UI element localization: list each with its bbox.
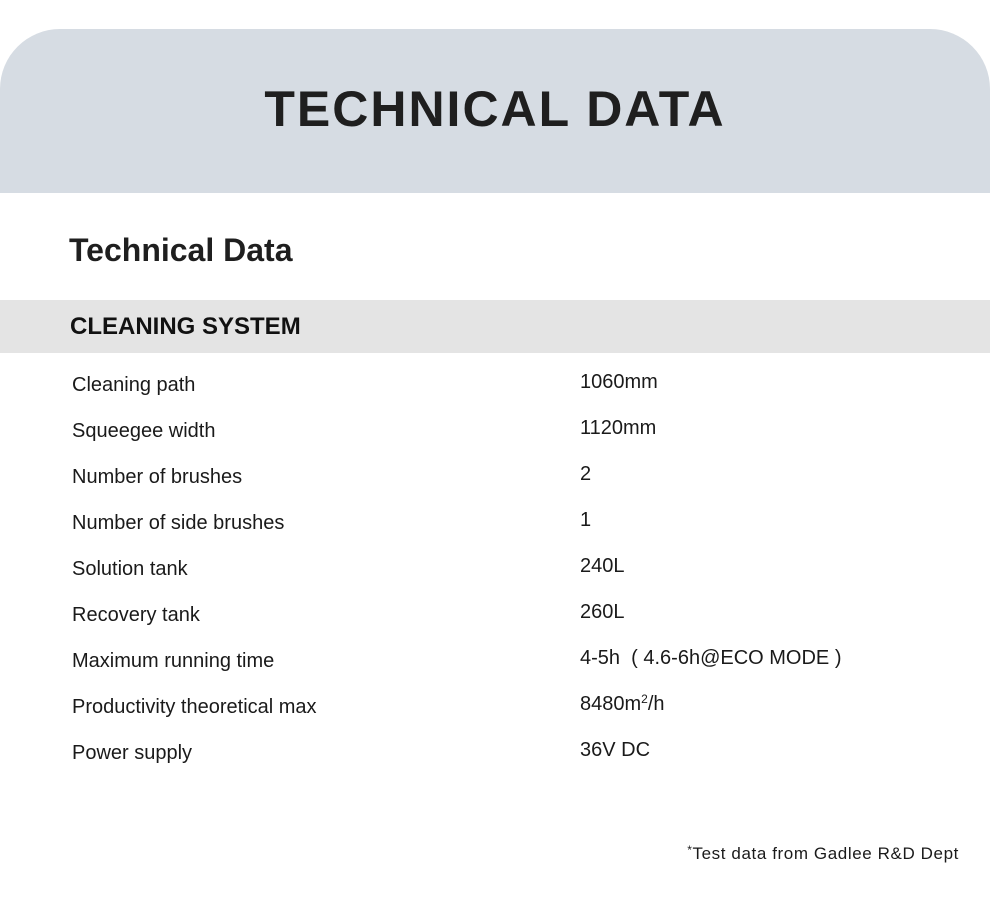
spec-value: 1 <box>580 509 592 531</box>
spec-label: Power supply <box>72 742 193 764</box>
footnote <box>687 843 959 864</box>
banner-title: TECHNICAL DATA <box>264 81 726 137</box>
spec-value: 1120mm <box>580 417 657 439</box>
spec-row-productivity <box>0 684 990 730</box>
category-bar <box>0 300 990 353</box>
spec-value-main: 8480m <box>580 693 642 715</box>
spec-label: Cleaning path <box>72 374 196 396</box>
header-banner <box>0 29 990 193</box>
spec-label: Number of side brushes <box>72 512 285 534</box>
spec-row-number-of-brushes <box>0 454 990 500</box>
spec-row-recovery-tank <box>0 592 990 638</box>
spec-row-power-supply <box>0 730 990 776</box>
spec-value-superscript: 2 <box>641 692 648 706</box>
spec-value-tail: /h <box>647 693 665 715</box>
spec-row-maximum-running-time <box>0 638 990 684</box>
section-heading: Technical Data <box>69 232 293 268</box>
spec-row-solution-tank <box>0 546 990 592</box>
spec-value: 36V DC <box>580 739 651 761</box>
footnote-asterisk: * <box>687 843 693 857</box>
spec-label: Solution tank <box>72 558 188 580</box>
spec-value: 240L <box>580 555 625 577</box>
spec-value: 2 <box>580 463 592 485</box>
footnote-text: Test data from Gadlee R&D Dept <box>692 844 959 863</box>
spec-row-cleaning-path <box>0 362 990 408</box>
spec-label: Recovery tank <box>72 604 200 626</box>
spec-row-number-of-side-brushes <box>0 500 990 546</box>
spec-label: Maximum running time <box>72 650 275 672</box>
spec-label: Number of brushes <box>72 466 243 488</box>
spec-table <box>0 362 990 776</box>
spec-label: Squeegee width <box>72 420 216 442</box>
spec-value: 4-5h ( 4.6-6h@ECO MODE ) <box>580 647 842 669</box>
category-title: CLEANING SYSTEM <box>70 312 301 340</box>
spec-value <box>580 693 665 716</box>
spec-value: 260L <box>580 601 625 623</box>
spec-label: Productivity theoretical max <box>72 696 317 718</box>
spec-row-squeegee-width <box>0 408 990 454</box>
spec-value: 1060mm <box>580 371 658 393</box>
